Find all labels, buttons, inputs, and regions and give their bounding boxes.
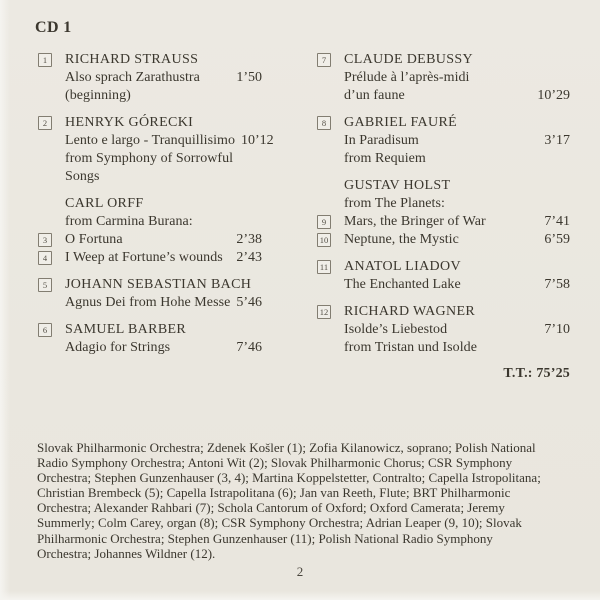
track-text: from Tristan und Isolde [344, 340, 477, 355]
track-row [317, 114, 570, 132]
credits-line: Christian Brembeck (5); Capella Istrapolitana (6); Jan van Reeth, Flute; BRT Philharmonic [37, 485, 511, 501]
track-duration: 7’41 [544, 214, 570, 229]
credits-line: Radio Symphony Orchestra; Antoni Wit (2); Slovak Philharmonic Chorus; CSR Symphony [37, 455, 513, 471]
track-row [38, 195, 262, 213]
track-number-box: 12 [317, 305, 331, 319]
page-number: 2 [296, 564, 304, 579]
track-number-box: 6 [38, 323, 52, 337]
track-text: The Enchanted Lake [344, 277, 461, 292]
tracklist-column-left [38, 51, 274, 366]
track-duration: 7’10 [544, 322, 570, 337]
track-row [317, 195, 570, 213]
composer-name: GABRIEL FAURÉ [344, 115, 458, 130]
track-number-box: 2 [38, 116, 52, 130]
track-row [317, 132, 570, 150]
track-duration: 5’46 [236, 295, 263, 310]
track-row [317, 339, 570, 357]
track-number-cell [317, 260, 344, 274]
track-group [317, 177, 570, 249]
track-row [317, 303, 570, 321]
track-text: Lento e largo - Tranquillisimo [65, 133, 236, 148]
composer-name: RICHARD STRAUSS [65, 52, 199, 67]
credits-line: Orchestra; Johannes Wildner (12). [37, 545, 216, 561]
track-row [38, 168, 262, 186]
composer-name: RICHARD WAGNER [344, 304, 476, 319]
track-number-cell [38, 278, 65, 292]
composer-name: ANATOL LIADOV [344, 259, 461, 274]
track-row [317, 177, 570, 195]
track-text: I Weep at Fortune’s wounds [65, 250, 223, 265]
track-row [38, 213, 262, 231]
track-duration: 3’17 [544, 133, 570, 148]
cd-title: CD 1 [35, 19, 72, 36]
track-number-cell [317, 53, 344, 67]
track-text: from The Planets: [344, 196, 445, 211]
track-text: O Fortuna [65, 232, 123, 247]
track-row [38, 114, 262, 132]
track-number-box: 11 [317, 260, 331, 274]
track-text: Neptune, the Mystic [344, 232, 459, 247]
track-number-cell [317, 305, 344, 319]
track-row [38, 294, 262, 312]
track-text: Songs [65, 169, 100, 184]
track-row [317, 150, 570, 168]
track-number-cell [38, 53, 65, 67]
track-row [317, 87, 570, 105]
track-text: Isolde’s Liebestod [344, 322, 448, 337]
track-group [317, 303, 570, 357]
track-row [38, 249, 262, 267]
track-text: Mars, the Bringer of War [344, 214, 486, 229]
track-text: In Paradisum [344, 133, 419, 148]
credits-paragraph [37, 440, 582, 561]
track-row [38, 276, 262, 294]
track-duration: 1’50 [236, 70, 262, 85]
track-row [38, 321, 262, 339]
track-group [38, 51, 262, 105]
composer-name: CLAUDE DEBUSSY [344, 52, 473, 67]
track-number-cell [317, 215, 344, 229]
credits-line: Orchestra; Alexander Rahbari (7); Schola Cantorum of Oxford; Oxford Camerata; Jeremy [37, 500, 505, 516]
track-group [317, 258, 570, 294]
track-group [38, 114, 274, 186]
track-text: Also sprach Zarathustra [65, 70, 200, 85]
track-group [38, 321, 262, 357]
track-text: (beginning) [65, 88, 131, 103]
track-duration: 2’43 [236, 250, 262, 265]
track-duration: 6’59 [544, 232, 570, 247]
track-row [38, 339, 262, 357]
composer-name: JOHANN SEBASTIAN BACH [65, 277, 252, 292]
track-row [317, 321, 570, 339]
track-text: Adagio for Strings [65, 340, 171, 355]
track-row [317, 51, 570, 69]
track-number-box: 8 [317, 116, 331, 130]
track-number-box: 7 [317, 53, 331, 67]
total-time: T.T.: 75’25 [503, 366, 570, 381]
track-duration: 10’12 [241, 133, 274, 148]
track-text: Prélude à l’après-midi [344, 70, 470, 85]
track-number-cell [38, 323, 65, 337]
track-row [38, 69, 262, 87]
track-group [317, 51, 570, 105]
track-row [317, 69, 570, 87]
track-number-cell [38, 233, 65, 247]
track-row [38, 132, 274, 150]
track-group [317, 114, 570, 168]
track-number-box: 4 [38, 251, 52, 265]
track-number-box: 5 [38, 278, 52, 292]
track-row [317, 258, 570, 276]
track-number-cell [38, 116, 65, 130]
track-row [317, 213, 570, 231]
composer-name: CARL ORFF [65, 196, 144, 211]
track-group [38, 276, 262, 312]
credits-line: Philharmonic Orchestra; Stephen Gunzenhauser (11); Polish National Radio Symphony [37, 530, 493, 546]
track-text: from Requiem [344, 151, 426, 166]
composer-name: GUSTAV HOLST [344, 178, 451, 193]
tracklist-column-right [317, 51, 570, 382]
track-number-cell [317, 116, 344, 130]
credits-line: Orchestra; Stephen Gunzenhauser (3, 4); Martina Koppelstetter, Contralto; Capella Istropolitana; [37, 470, 541, 486]
track-duration: 7’58 [544, 277, 570, 292]
track-row [317, 276, 570, 294]
track-row [38, 231, 262, 249]
track-duration: 7’46 [236, 340, 262, 355]
track-number-box: 1 [38, 53, 52, 67]
track-text: from Symphony of Sorrowful [65, 151, 234, 166]
track-row [38, 150, 262, 168]
track-text: d’un faune [344, 88, 405, 103]
track-duration: 10’29 [537, 88, 570, 103]
track-number-cell [317, 233, 344, 247]
track-number-cell [38, 251, 65, 265]
track-row [38, 51, 262, 69]
track-number-box: 10 [317, 233, 331, 247]
track-row [317, 231, 570, 249]
track-group [38, 195, 262, 267]
track-duration: 2’38 [236, 232, 262, 247]
track-row [38, 87, 262, 105]
composer-name: SAMUEL BARBER [65, 322, 187, 337]
composer-name: HENRYK GÓRECKI [65, 115, 194, 130]
track-text: from Carmina Burana: [65, 214, 193, 229]
track-number-box: 3 [38, 233, 52, 247]
track-text: Agnus Dei from Hohe Messe [65, 295, 231, 310]
track-number-box: 9 [317, 215, 331, 229]
credits-line: Summerly; Colm Carey, organ (8); CSR Symphony Orchestra; Adrian Leaper (9, 10); Slovak [37, 515, 522, 531]
credits-line: Slovak Philharmonic Orchestra; Zdenek Košler (1); Zofia Kilanowicz, soprano; Polish National [37, 440, 536, 455]
